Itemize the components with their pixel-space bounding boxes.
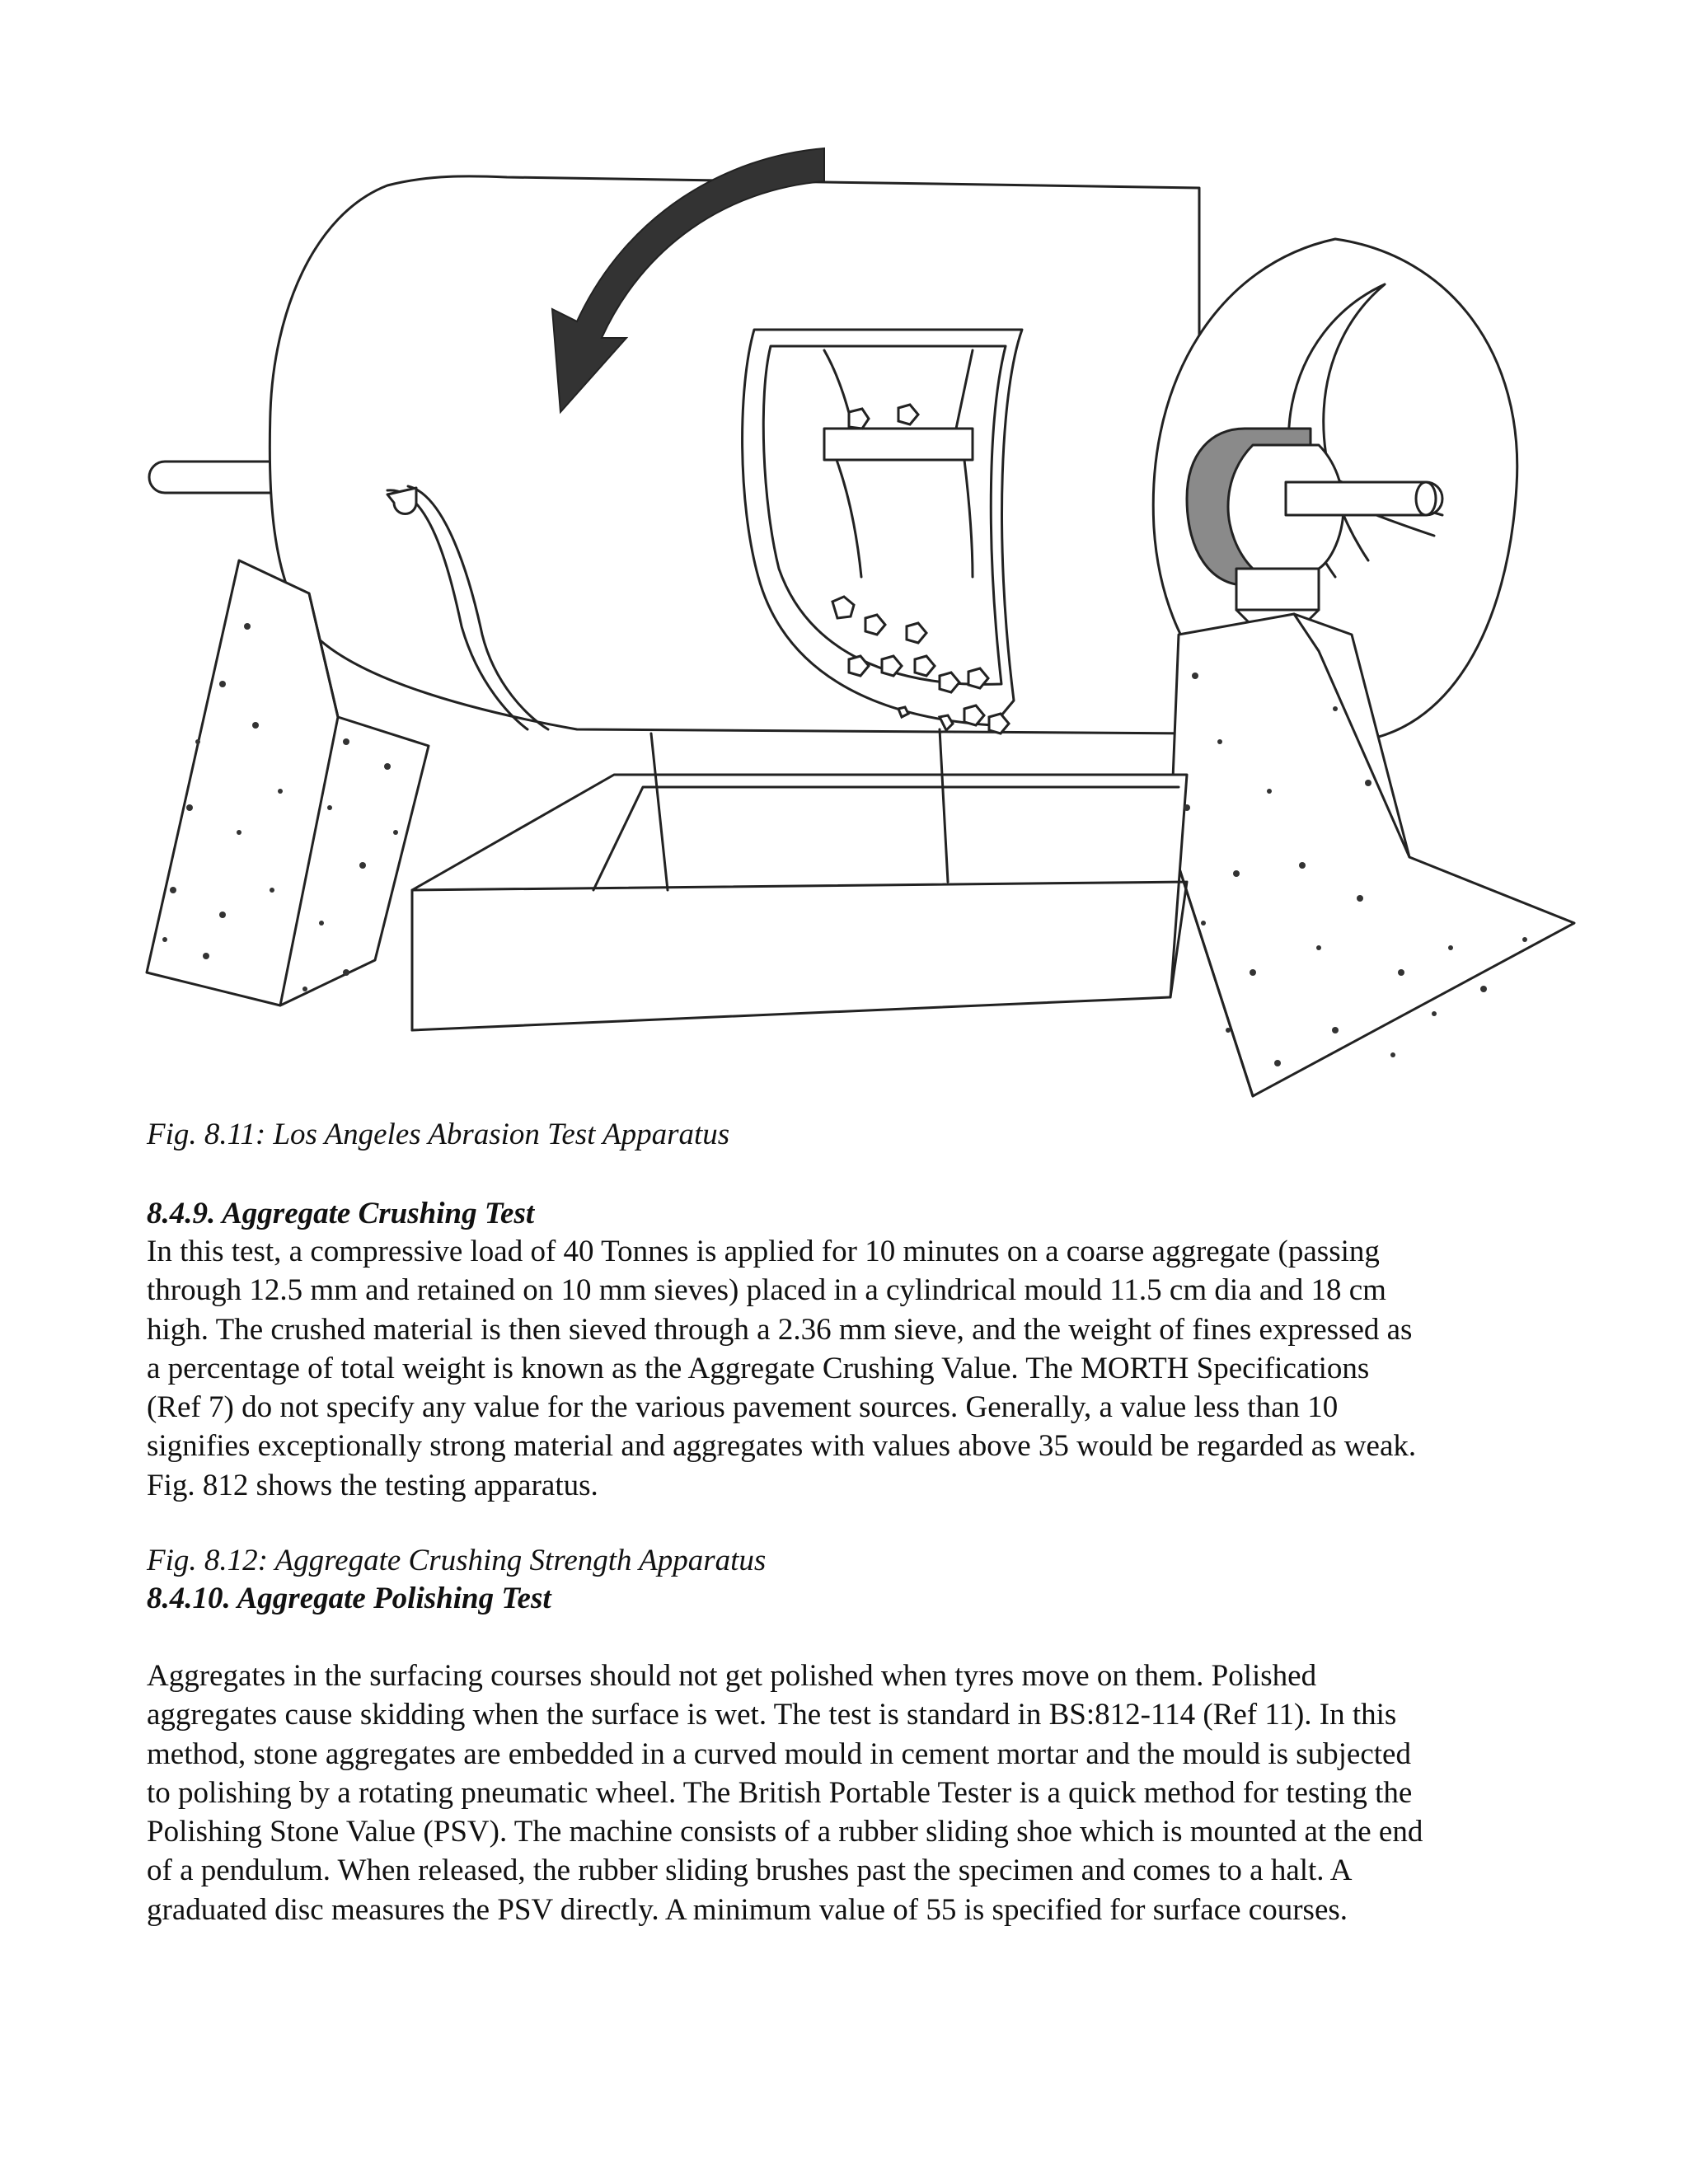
paragraph-line: of a pendulum. When released, the rubber sliding brushes past the specimen and comes to a halt. A — [147, 1854, 1353, 1888]
paragraph-line: In this test, a compressive load of 40 Tonnes is applied for 10 minutes on a coarse aggregate (passing — [147, 1235, 1380, 1268]
section-heading-8-4-10: 8.4.10. Aggregate Polishing Test — [147, 1582, 551, 1615]
paragraph-line: to polishing by a rotating pneumatic wheel. The British Portable Tester is a quick method for testing the — [147, 1775, 1413, 1810]
section-heading-8-4-9: 8.4.9. Aggregate Crushing Test — [147, 1197, 535, 1230]
paragraph-line: high. The crushed material is then sieved through a 2.36 mm sieve, and the weight of fines expressed as — [147, 1312, 1413, 1347]
section-8-4-9-paragraph — [147, 1232, 1416, 1505]
los-angeles-abrasion-machine-drawing — [140, 132, 1582, 1113]
paragraph-line: signifies exceptionally strong material and aggregates with values above 35 would be regarded as weak. — [147, 1429, 1417, 1464]
figure-caption-8-11: Fig. 8.11: Los Angeles Abrasion Test Apparatus — [147, 1118, 730, 1151]
paragraph-line: Aggregates in the surfacing courses should not get polished when tyres move on them. Polished — [147, 1659, 1317, 1693]
paragraph-line: graduated disc measures the PSV directly. A minimum value of 55 is specified for surface courses. — [147, 1892, 1348, 1927]
section-8-4-10-paragraph — [147, 1657, 1423, 1929]
paragraph-line: Fig. 812 shows the testing apparatus. — [147, 1468, 598, 1502]
figure-caption-8-12: Fig. 8.12: Aggregate Crushing Strength Apparatus — [147, 1544, 767, 1577]
paragraph-line: method, stone aggregates are embedded in a curved mould in cement mortar and the mould is subjected — [147, 1736, 1411, 1771]
paragraph-line: a percentage of total weight is known as the Aggregate Crushing Value. The MORTH Specifications — [147, 1351, 1370, 1385]
paragraph-line: aggregates cause skidding when the surface is wet. The test is standard in BS:812-114 (Ref 11). In this — [147, 1698, 1397, 1732]
paragraph-line: (Ref 7) do not specify any value for the various pavement sources. Generally, a value less than 10 — [147, 1390, 1339, 1425]
paragraph-line: through 12.5 mm and retained on 10 mm sieves) placed in a cylindrical mould 11.5 cm dia and 18 cm — [147, 1273, 1386, 1308]
paragraph-line: Polishing Stone Value (PSV). The machine consists of a rubber sliding shoe which is mounted at the end — [147, 1815, 1423, 1849]
